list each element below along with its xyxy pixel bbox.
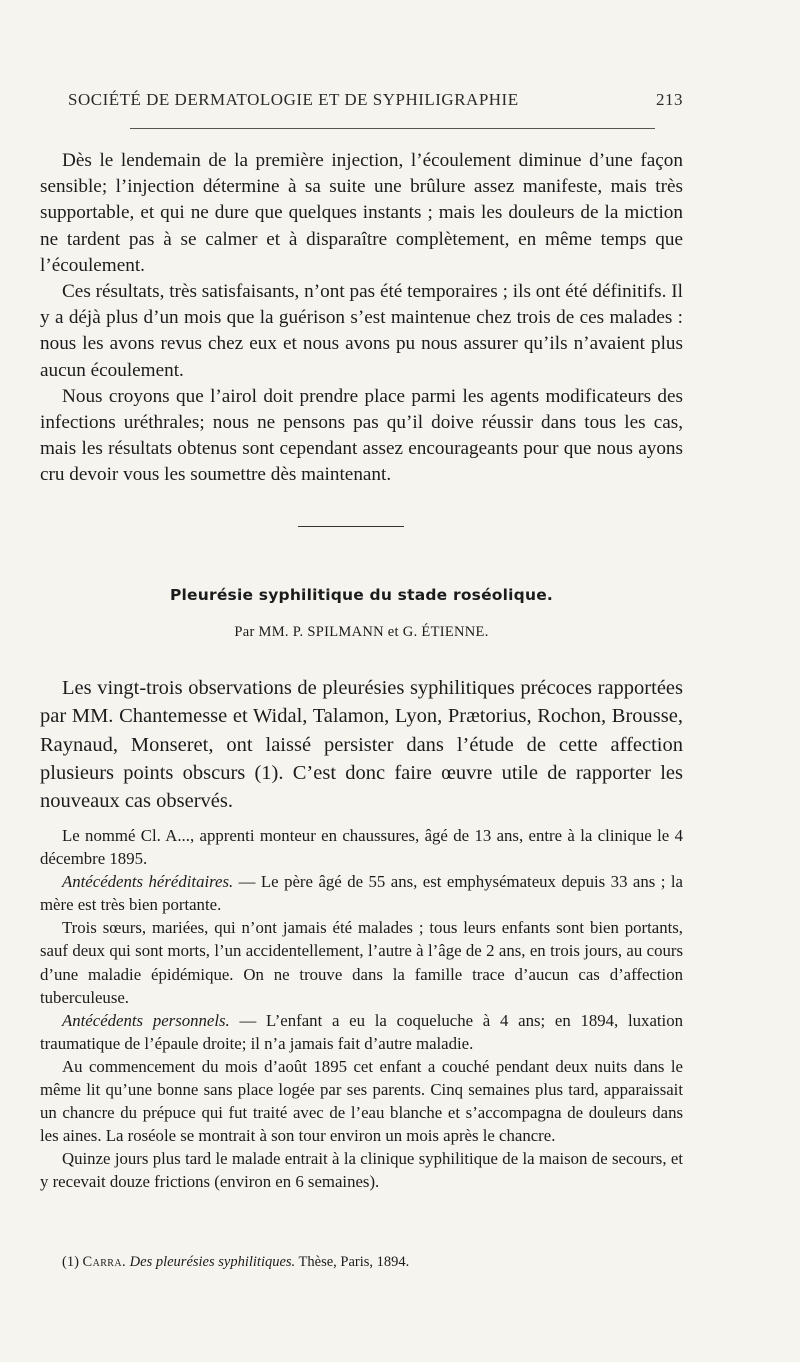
personal-label: Antécédents personnels. [62,1010,230,1030]
footnote-marker: (1) [62,1254,83,1270]
footnote [62,1252,683,1272]
paragraph [40,1009,683,1055]
running-title: SOCIÉTÉ DE DERMATOLOGIE ET DE SYPHILIGRAPHIE [68,90,519,109]
footnote-author: Carra. [82,1254,127,1270]
heredity-text: — Le père âgé de 55 ans, est emphysémateux depuis 33 ans ; la mère est très bien portante. [40,872,683,915]
paragraph: Dès le lendemain de la première injection, l’écoulement diminue d’une façon sensible; l’injection détermine à sa suite une brûlure assez manifeste, mais très supportable, et qui ne dure que quelques instants ; mais les douleurs de la miction ne tardent pas à se calmer et à disparaître complètement, en même temps que l’écoulement. [40,150,683,276]
paragraph: Ces résultats, très satisfaisants, n’ont pas été temporaires ; ils ont été définitifs. Il y a déjà plus d’un mois que la guérison s’est maintenue chez trois de ces malades : nous les avons revus chez eux et nous avons pu nous assurer qu’ils n’avaient plus aucun écoulement. [40,281,683,381]
article-title: Pleurésie syphilitique du stade roséolique. [169,586,554,604]
heredity-label: Antécédents héréditaires. [62,872,234,892]
paragraph: Le nommé Cl. A..., apprenti monteur en chaussures, âgé de 13 ans, entre à la clinique le 4 décembre 1895. [40,826,683,869]
article-byline: Par MM. P. SPILMANN et G. ÉTIENNE. [234,624,489,640]
page-number: 213 [656,90,683,109]
article-intro [40,674,683,815]
paragraph: Au commencement du mois d’août 1895 cet enfant a couché pendant deux nuits dans le même lit qu’une bonne sans place logée par ses parents. Cinq semaines plus tard, apparaissait un chancre du prépuce qui fut traité avec de l’eau blanche et s’accompagna de douleurs dans les aines. La roséole se montrait à son tour environ un mois après le chancre. [40,1056,683,1146]
footnote-title: Des pleurésies syphilitiques. [126,1254,296,1270]
header-rule [130,128,655,129]
footnote-rest: Thèse, Paris, 1894. [295,1254,410,1270]
paragraph: Quinze jours plus tard le malade entrait à la clinique syphilitique de la maison de secours, et y recevait douze frictions (environ en 6 semaines). [40,1149,683,1192]
preceding-article-text [40,148,683,489]
case-report [40,824,683,1194]
paragraph: Trois sœurs, mariées, qui n’ont jamais été malades ; tous leurs enfants sont bien portants, sauf deux qui sont morts, l’un accidentellement, l’autre à l’âge de 2 ans, en trois jours, au cours d’une maladie épidémique. On ne trouve dans la famille trace d’aucun cas d’affection tuberculeuse. [40,918,683,1007]
paragraph [40,870,683,916]
running-head [68,90,683,110]
section-divider [298,526,404,527]
paragraph: Nous croyons que l’airol doit prendre place parmi les agents modificateurs des infections uréthrales; nous ne pensons pas qu’il doive réussir dans tous les cas, mais les résultats obtenus sont cependant assez encourageants pour que nous ayons cru devoir vous les soumettre dès maintenant. [40,385,683,486]
intro-paragraph: Les vingt-trois observations de pleurésies syphilitiques précoces rapportées par MM. Chantemesse et Widal, Talamon, Lyon, Prætorius, Rochon, Brousse, Raynaud, Monseret, ont laissé persister dans l’étude de cette affection plusieurs points obscurs (1). C’est donc faire œuvre utile de rapporter les nouveaux cas observés. [40,677,683,813]
personal-text: — L’enfant a eu la coqueluche à 4 ans; en 1894, luxation traumatique de l’épaule droite; il n’a jamais fait d’autre maladie. [40,1010,683,1053]
